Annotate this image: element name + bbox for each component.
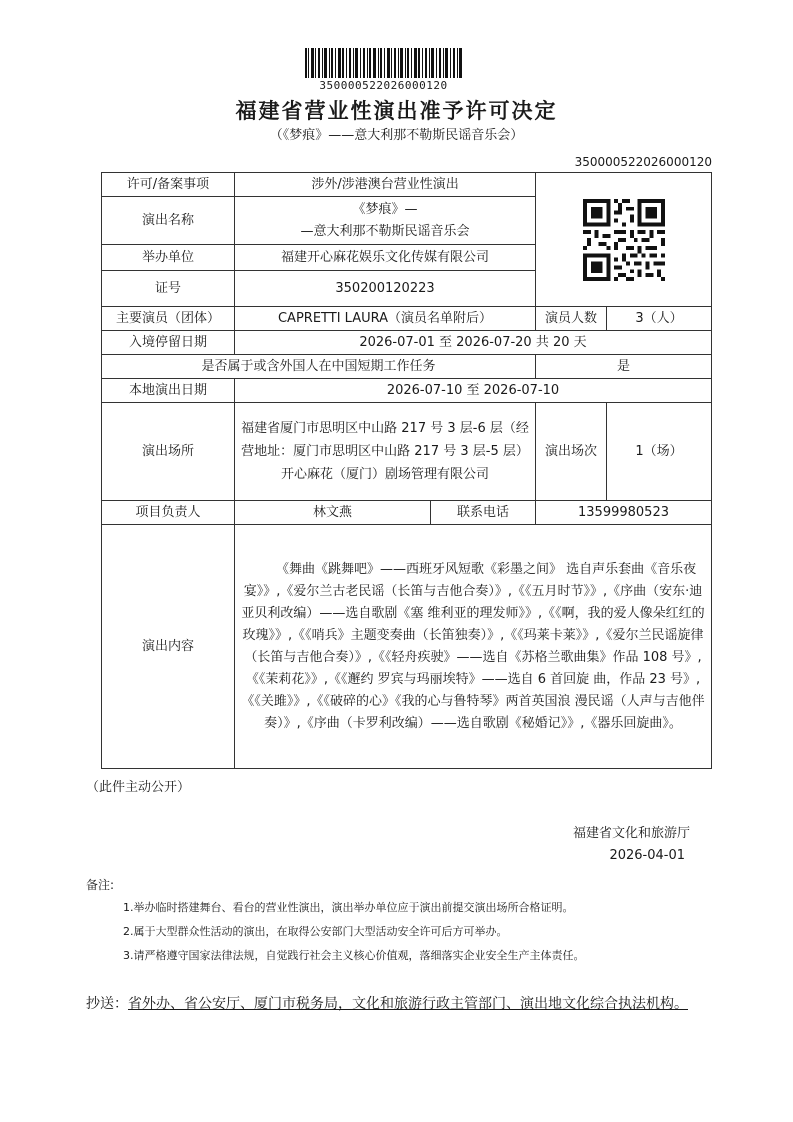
manager-label: 项目负责人 xyxy=(102,501,235,525)
main-performer-value: CAPRETTI LAURA（演员名单附后） xyxy=(235,307,536,331)
content-label: 演出内容 xyxy=(102,525,235,769)
show-name-label: 演出名称 xyxy=(102,197,235,245)
sessions-value: 1（场） xyxy=(607,403,712,501)
stay-date-label: 入境停留日期 xyxy=(102,331,235,355)
sessions-label: 演出场次 xyxy=(536,403,607,501)
local-date-value: 2026-07-10 至 2026-07-10 xyxy=(235,379,712,403)
main-performer-label: 主要演员（团体） xyxy=(102,307,235,331)
phone-value: 13599980523 xyxy=(536,501,712,525)
short-term-work-label: 是否属于或含外国人在中国短期工作任务 xyxy=(102,355,536,379)
organizer-label: 举办单位 xyxy=(102,245,235,271)
document-subtitle: （《梦痕》——意大利那不勒斯民谣音乐会） xyxy=(269,128,524,143)
stay-date-value: 2026-07-01 至 2026-07-20 共 20 天 xyxy=(235,331,712,355)
remark-item: 2.属于大型群众性活动的演出，在取得公安部门大型活动安全许可后方可举办。 xyxy=(123,925,508,938)
venue-label: 演出场所 xyxy=(102,403,235,501)
permit-item-value: 涉外/涉港澳台营业性演出 xyxy=(235,173,536,197)
short-term-work-value: 是 xyxy=(536,355,712,379)
cert-label: 证号 xyxy=(102,271,235,307)
show-name-value xyxy=(235,197,536,245)
barcode xyxy=(305,48,462,78)
show-name-line2: —意大利那不勒斯民谣音乐会 xyxy=(300,223,470,239)
content-value: 《舞曲《跳舞吧》——西班牙风短歌《彩墨之间》 选自声乐套曲《音乐夜宴》》,《爱尔兰古老民谣（长笛与吉他合奏）》,《《五月时节》》,《序曲（安东·迪亚贝利改编）——选自歌剧《塞 维利亚的理发师》》,《《啊，我的爱人像朵红红的玫瑰》》,《《哨兵》主题变奏曲（长笛独奏）》,《《玛莱卡莱》》,《爱尔兰民谣旋律（长笛与吉他合奏）》,《《轻舟疾驶》——选自《苏格兰歌曲集》作品 108 号》,《《茉莉花》》,《《邂约 罗宾与玛丽埃特》——选自 6 首回旋 曲，作品 23 号》,《《关雎》》,《《破碎的心》《我的心与鲁特琴》两首英国浪 漫民谣（人声与吉他伴奏）》,《序曲（卡罗利改编）——选自歌剧《秘婚记》》,《器乐回旋曲》。 xyxy=(235,525,712,769)
public-note: （此件主动公开） xyxy=(86,780,191,795)
venue-value: 福建省厦门市思明区中山路 217 号 3 层-6 层（经营地址：厦门市思明区中山路 217 号 3 层-5 层）开心麻花（厦门）剧场管理有限公司 xyxy=(235,403,536,501)
permit-table xyxy=(101,172,712,769)
issuer: 福建省文化和旅游厅 xyxy=(572,826,690,841)
cc-label: 抄送： xyxy=(86,996,128,1012)
cc-section xyxy=(86,992,726,1016)
remark-item: 1.举办临时搭建舞台、看台的营业性演出，演出举办单位应于演出前提交演出场所合格证明。 xyxy=(123,901,574,914)
permit-item-label: 许可/备案事项 xyxy=(102,173,235,197)
qr-code-icon xyxy=(583,199,665,281)
performer-count-label: 演员人数 xyxy=(536,307,607,331)
manager-value: 林文燕 xyxy=(235,501,431,525)
document-number: 350000522026000120 xyxy=(574,155,712,169)
barcode-number: 350000522026000120 xyxy=(319,79,448,92)
remarks-title: 备注: xyxy=(86,878,115,892)
cert-value: 350200120223 xyxy=(235,271,536,307)
performer-count-value: 3（人） xyxy=(607,307,712,331)
local-date-label: 本地演出日期 xyxy=(102,379,235,403)
show-name-line1: 《梦痕》— xyxy=(352,201,418,217)
cc-body: 省外办、省公安厅、厦门市税务局，文化和旅游行政主管部门、演出地文化综合执法机构。 xyxy=(128,996,688,1012)
phone-label: 联系电话 xyxy=(431,501,536,525)
qr-cell xyxy=(536,173,712,307)
document-title: 福建省营业性演出准予许可决定 xyxy=(235,98,558,123)
issue-date: 2026-04-01 xyxy=(609,848,685,863)
remark-item: 3.请严格遵守国家法律法规，自觉践行社会主义核心价值观，落细落实企业安全生产主体责任。 xyxy=(123,949,585,962)
organizer-value: 福建开心麻花娱乐文化传媒有限公司 xyxy=(235,245,536,271)
